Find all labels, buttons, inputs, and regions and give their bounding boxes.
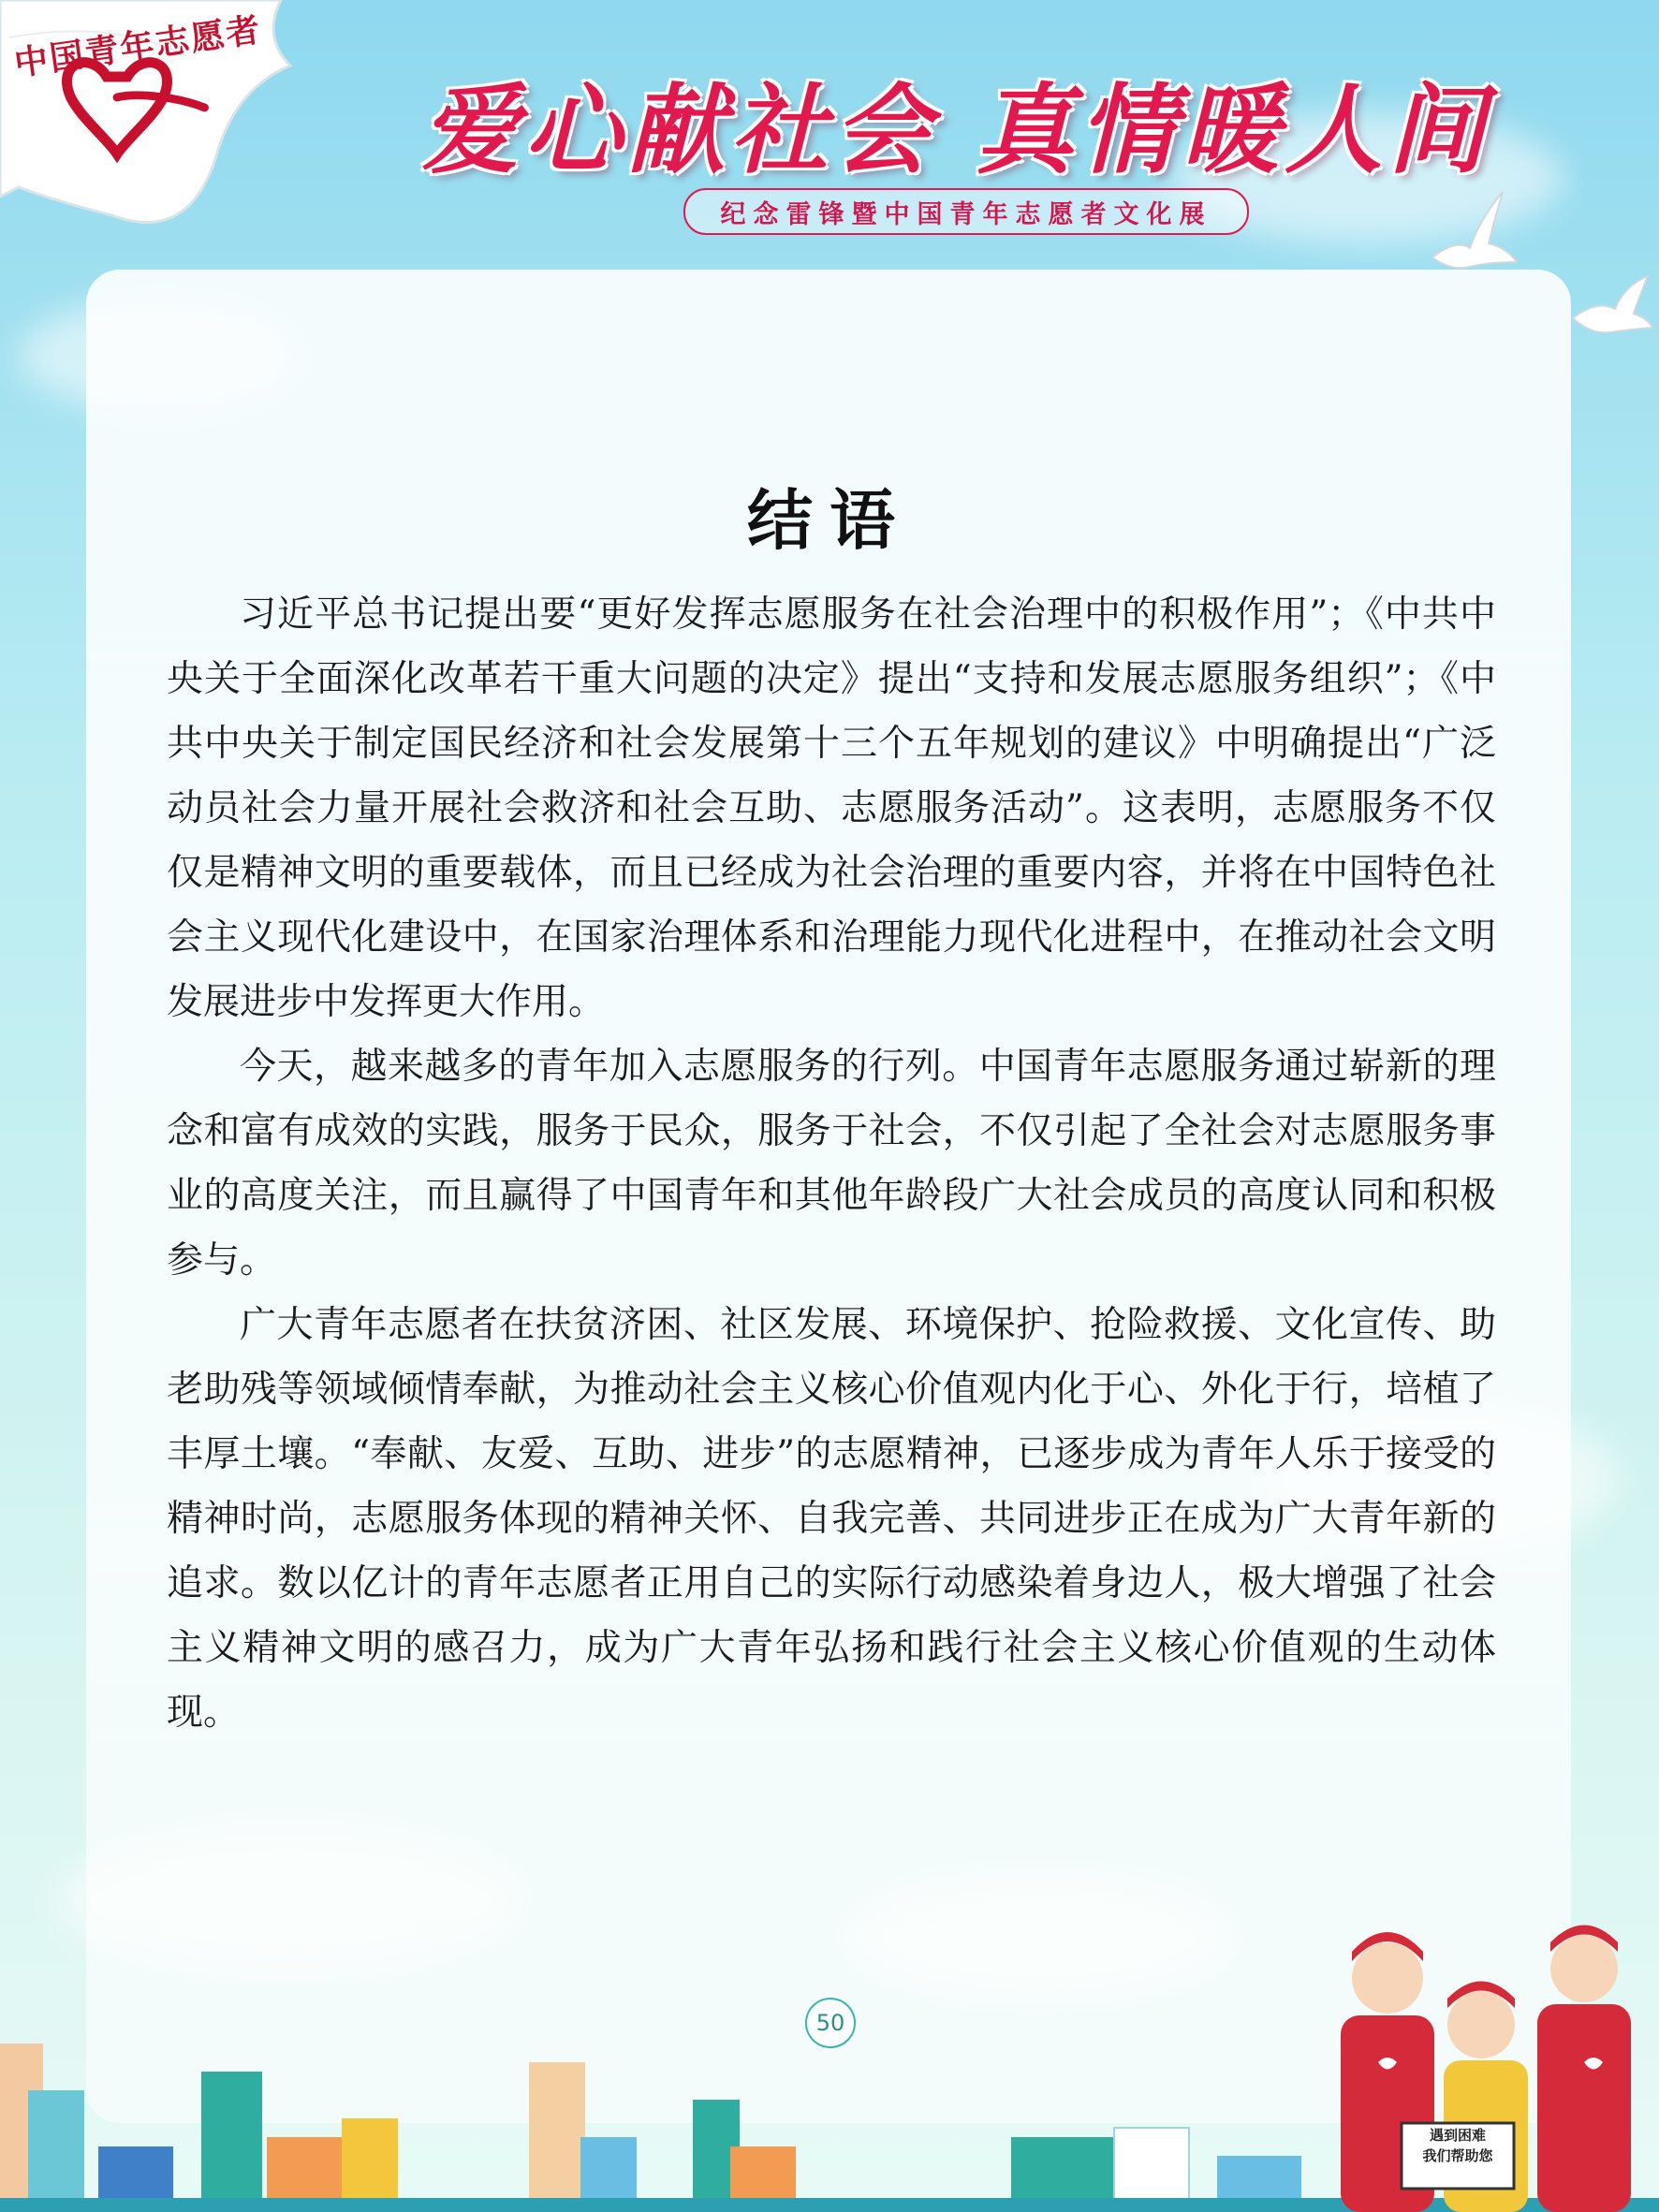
dove-icon (1564, 271, 1657, 346)
sign-line: 我们帮助您 (1422, 2147, 1493, 2164)
body-text (167, 582, 1496, 1745)
paragraph: 广大青年志愿者在扶贫济困、社区发展、环境保护、抢险救援、文化宣传、助老助残等领域倾情奉献，为推动社会主义核心价值观内化于心、外化于行，培植了丰厚土壤。“奉献、友爱、互助、进步”的志愿精神，已逐步成为青年人乐于接受的精神时尚，志愿服务体现的精神关怀、自我完善、共同进步正在成为广大青年新的追求。数以亿计的青年志愿者正用自己的实际行动感染着身边人，极大增强了社会主义精神文明的感召力，成为广大青年弘扬和践行社会主义核心价值观的生动体现。 (167, 1304, 1496, 1734)
page-main-title: 爱心献社会 真情暖人间 (421, 72, 1491, 187)
page-number: 50 (805, 1998, 856, 2048)
sign-text (1402, 2125, 1514, 2166)
volunteer-flag-logo (0, 0, 309, 234)
paragraph: 习近平总书记提出要“更好发挥志愿服务在社会治理中的积极作用”；《中共中央关于全面深化改革若干重大问题的决定》提出“支持和发展志愿服务组织”；《中共中央关于制定国民经济和社会发展第十三个五年规划的建议》中明确提出“广泛动员社会力量开展社会救济和社会互助、志愿服务活动”。这表明，志愿服务不仅仅是精神文明的重要载体，而且已经成为社会治理的重要内容，并将在中国特色社会主义现代化建设中，在国家治理体系和治理能力现代化进程中，在推动社会文明发展进步中发挥更大作用。 (167, 593, 1496, 1023)
sign-line: 遇到困难 (1429, 2127, 1486, 2144)
section-heading: 结语 (747, 481, 912, 559)
paragraph: 今天，越来越多的青年加入志愿服务的行列。中国青年志愿服务通过崭新的理念和富有成效的实践，服务于民众，服务于社会，不仅引起了全社会对志愿服务事业的高度关注，而且赢得了中国青年和其他年龄段广大社会成员的高度认同和积极参与。 (167, 1046, 1496, 1282)
logo-text: 中国青年志愿者 (11, 9, 264, 84)
page-subtitle: 纪念雷锋暨中国青年志愿者文化展 (683, 188, 1249, 235)
